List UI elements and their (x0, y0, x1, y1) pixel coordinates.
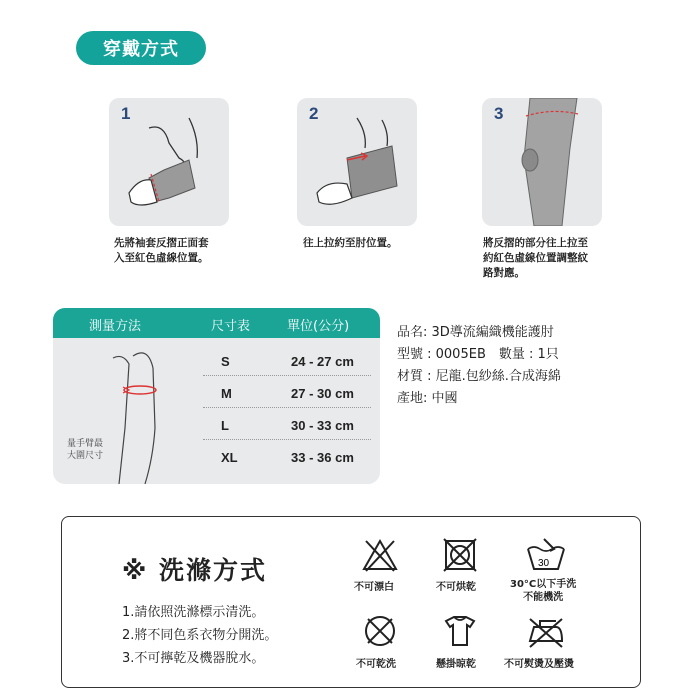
list-item: 1.請依照洗滌標示清洗。 (122, 605, 265, 620)
no-iron-label: 不可熨燙及壓燙 (504, 659, 574, 670)
step-number: 1 (121, 104, 131, 123)
hand-wash-label: 30°C以下手洗 不能機洗 (510, 579, 577, 603)
washing-title: ※ 洗滌方式 (122, 556, 268, 585)
no-iron-icon (526, 613, 566, 649)
product-model: 型號 : 0005EB 數量 : 1只 (397, 347, 559, 362)
size-range: 24 - 27 cm (291, 354, 354, 369)
step-2-illustration (297, 98, 417, 226)
size-chart (53, 308, 380, 484)
product-origin: 產地: 中國 (397, 391, 458, 406)
product-info (397, 322, 561, 410)
hang-dry-icon (440, 613, 480, 649)
washing-list (122, 601, 277, 670)
arm-measure-icon (53, 338, 203, 484)
no-dry-clean-icon (360, 613, 400, 649)
section-title: 穿戴方式 (76, 31, 206, 65)
size-row (203, 408, 371, 440)
arm-measure-note: 量手臂最 大圍尺寸 (67, 439, 104, 461)
size-chart-header (53, 308, 380, 338)
size-range: 30 - 33 cm (291, 418, 354, 433)
step-1-illustration (109, 98, 229, 226)
size-row (203, 344, 371, 376)
size-label: XL (221, 450, 238, 465)
size-label: S (221, 354, 230, 369)
size-range: 33 - 36 cm (291, 450, 354, 465)
product-material: 材質 : 尼龍.包紗絲.合成海綿 (397, 369, 561, 384)
list-item: 3.不可擰乾及機器脫水。 (122, 651, 265, 666)
no-tumble-dry-label: 不可烘乾 (436, 582, 476, 593)
step-2-description: 往上拉約至肘位置。 (303, 237, 398, 249)
header-unit: 單位(公分) (287, 319, 350, 334)
hang-dry-label: 懸掛晾乾 (436, 659, 476, 670)
step-number: 3 (494, 104, 504, 123)
size-label: L (221, 418, 229, 433)
list-item: 2.將不同色系衣物分開洗。 (122, 628, 278, 643)
header-size-table: 尺寸表 (211, 319, 251, 334)
no-dry-clean-label: 不可乾洗 (356, 659, 396, 670)
header-measure-method: 測量方法 (89, 319, 142, 334)
hand-wash-30-icon (526, 537, 566, 573)
no-bleach-label: 不可漂白 (354, 582, 394, 593)
wash-temperature: 30 (538, 558, 550, 569)
step-1-description: 先將袖套反摺正面套 入至紅色虛線位置。 (114, 237, 209, 264)
size-range: 27 - 30 cm (291, 386, 354, 401)
size-row (203, 376, 371, 408)
size-label: M (221, 386, 232, 401)
washing-instructions (61, 516, 641, 688)
step-3-description: 將反摺的部分往上拉至 約紅色虛線位置調整紋 路對應。 (483, 237, 588, 279)
no-bleach-icon (360, 537, 400, 573)
no-tumble-dry-icon (440, 537, 480, 573)
size-row (203, 440, 371, 472)
product-name: 品名: 3D導流編織機能護肘 (397, 325, 554, 340)
step-number: 2 (309, 104, 319, 123)
step-3-illustration (482, 98, 602, 226)
